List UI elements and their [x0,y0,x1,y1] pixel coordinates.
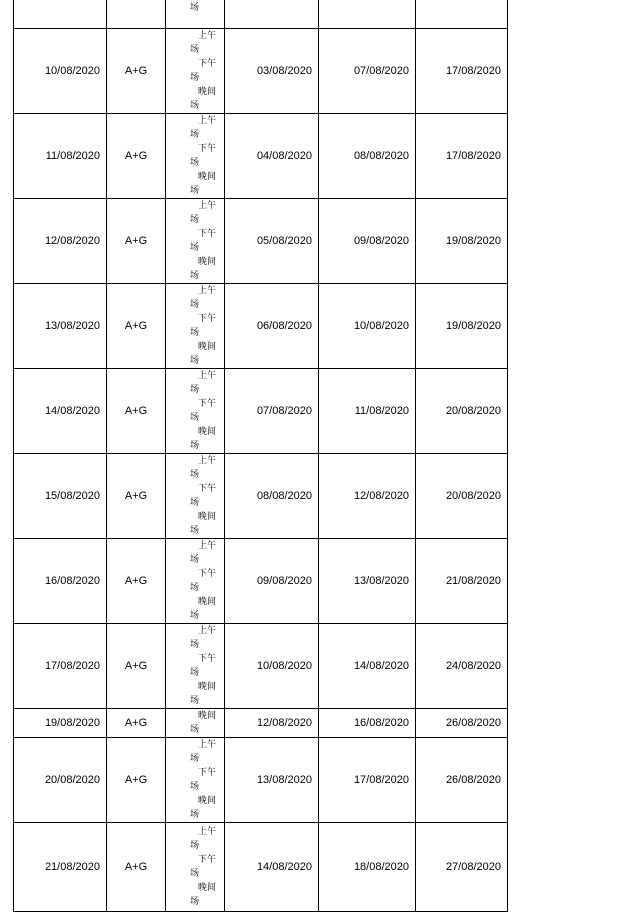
session-label: 下午 场 [190,314,217,338]
session-label: 上午 场 [190,456,217,480]
date-cell [14,0,107,29]
table-row [14,738,508,823]
group-cell: A+G [107,114,166,199]
table-row [14,624,508,709]
session-label: 上午 场 [190,286,217,310]
session-label: 晚间 场 [190,682,217,706]
session-label: 下午 场 [190,144,217,168]
group-cell: A+G [107,709,166,738]
date-cell-3: 26/08/2020 [416,738,508,823]
sessions-list [166,454,224,538]
date-cell: 20/08/2020 [14,738,107,823]
date-cell: 17/08/2020 [14,624,107,709]
date-cell-2: 08/08/2020 [319,114,416,199]
session-label: 下午 场 [190,855,217,879]
group-cell: A+G [107,624,166,709]
session-label: 上午 场 [190,827,217,851]
sessions-list [166,114,224,198]
group-cell: A+G [107,823,166,912]
group-cell: A+G [107,369,166,454]
session-label: 晚间 场 [190,427,217,451]
date-cell-1: 06/08/2020 [225,284,319,369]
date-cell-2: 13/08/2020 [319,539,416,624]
date-cell-2: 14/08/2020 [319,624,416,709]
schedule-table-body [14,0,508,912]
session-label: 晚间 场 [190,796,217,820]
sessions-cell [166,709,225,738]
session-label: 下午 场 [190,484,217,508]
sessions-cell [166,114,225,199]
session-label: 上午 场 [190,31,217,55]
date-cell-3: 26/08/2020 [416,709,508,738]
group-cell [107,0,166,29]
sessions-cell [166,369,225,454]
sessions-list [166,29,224,113]
date-cell-1: 14/08/2020 [225,823,319,912]
session-label: 上午 场 [190,116,217,140]
date-cell-3: 19/08/2020 [416,284,508,369]
date-cell: 16/08/2020 [14,539,107,624]
sessions-cell [166,823,225,912]
sessions-list [166,825,224,909]
date-cell-3: 24/08/2020 [416,624,508,709]
table-row [14,454,508,539]
date-cell: 10/08/2020 [14,29,107,114]
date-cell-2 [319,0,416,29]
date-cell-3: 17/08/2020 [416,114,508,199]
date-cell-2: 17/08/2020 [319,738,416,823]
session-label: 上午 场 [190,626,217,650]
date-cell-2: 18/08/2020 [319,823,416,912]
sessions-cell [166,738,225,823]
date-cell-1: 05/08/2020 [225,199,319,284]
sessions-cell [166,454,225,539]
sessions-list [166,284,224,368]
sessions-list [166,199,224,283]
group-cell: A+G [107,199,166,284]
sessions-list [166,738,224,822]
date-cell-1: 13/08/2020 [225,738,319,823]
date-cell-2: 16/08/2020 [319,709,416,738]
sessions-list [166,0,224,15]
date-cell: 19/08/2020 [14,709,107,738]
group-cell: A+G [107,738,166,823]
table-row [14,29,508,114]
session-label: 上午 场 [190,541,217,565]
table-row [14,284,508,369]
table-row [14,369,508,454]
date-cell: 15/08/2020 [14,454,107,539]
session-label: 晚间 场 [190,257,217,281]
session-label: 上午 场 [190,371,217,395]
session-label: 上午 场 [190,740,217,764]
date-cell-3: 19/08/2020 [416,199,508,284]
sessions-list [166,369,224,453]
session-label: 晚间 场 [190,342,217,366]
date-cell-3: 17/08/2020 [416,29,508,114]
date-cell-3: 27/08/2020 [416,823,508,912]
date-cell: 14/08/2020 [14,369,107,454]
session-label: 上午 场 [190,201,217,225]
table-row [14,114,508,199]
date-cell-1: 04/08/2020 [225,114,319,199]
session-label: 下午 场 [190,768,217,792]
date-cell-3: 20/08/2020 [416,454,508,539]
table-row [14,709,508,738]
session-label: 下午 场 [190,569,217,593]
date-cell-3 [416,0,508,29]
group-cell: A+G [107,29,166,114]
date-cell-1: 08/08/2020 [225,454,319,539]
group-cell: A+G [107,539,166,624]
session-label: 晚间 场 [190,87,217,111]
sessions-list [166,709,224,737]
table-row [14,199,508,284]
sessions-cell [166,29,225,114]
date-cell-3: 20/08/2020 [416,369,508,454]
date-cell-3: 21/08/2020 [416,539,508,624]
date-cell-2: 12/08/2020 [319,454,416,539]
session-label: 场 [190,2,200,13]
date-cell: 21/08/2020 [14,823,107,912]
session-label: 下午 场 [190,399,217,423]
date-cell-1: 10/08/2020 [225,624,319,709]
group-cell: A+G [107,454,166,539]
group-cell: A+G [107,284,166,369]
date-cell-2: 09/08/2020 [319,199,416,284]
date-cell: 11/08/2020 [14,114,107,199]
date-cell-2: 07/08/2020 [319,29,416,114]
sessions-cell [166,0,225,29]
date-cell: 13/08/2020 [14,284,107,369]
sessions-list [166,539,224,623]
date-cell-1: 03/08/2020 [225,29,319,114]
sessions-cell [166,199,225,284]
sessions-cell [166,624,225,709]
schedule-table [13,0,508,912]
date-cell-1: 09/08/2020 [225,539,319,624]
sessions-cell [166,284,225,369]
date-cell-2: 11/08/2020 [319,369,416,454]
date-cell-1: 12/08/2020 [225,709,319,738]
sessions-list [166,624,224,708]
table-row [14,539,508,624]
date-cell-1: 07/08/2020 [225,369,319,454]
session-label: 晚间 场 [190,597,217,621]
table-row [14,0,508,29]
date-cell-2: 10/08/2020 [319,284,416,369]
session-label: 下午 场 [190,229,217,253]
session-label: 下午 场 [190,654,217,678]
session-label: 晚间 场 [190,172,217,196]
date-cell: 12/08/2020 [14,199,107,284]
sessions-cell [166,539,225,624]
session-label: 晚间 场 [190,883,217,907]
date-cell-1 [225,0,319,29]
session-label: 晚间 场 [190,711,217,735]
session-label: 晚间 场 [190,512,217,536]
table-row [14,823,508,912]
session-label: 下午 场 [190,59,217,83]
